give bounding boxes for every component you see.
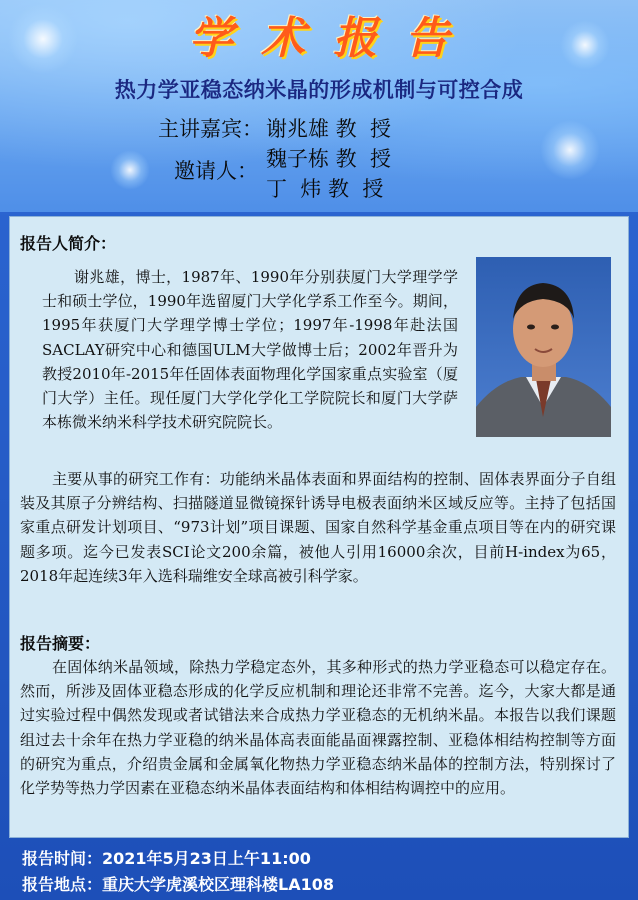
inviter-name-2: 丁 炜 教 授 xyxy=(266,177,384,201)
report-location: 报告地点：重庆大学虎溪校区理科楼LA108 xyxy=(22,875,334,894)
bio-paragraph-2: 主要从事的研究工作有：功能纳米晶体表面和界面结构的控制、固体表界面分子自组装及其原子分辨结构、扫描隧道显微镜探针诱导电极表面纳米区域反应等。主持了包括国家重点研发计划项目、“973计划”项目课题、国家自然科学基金重点项目等在内的研究课题多项。迄今已发表SCI论文200余篇，被他人引用16000余次，目前H-index为65，2018年起连续3年入选科瑞维安全球高被引科学家。 xyxy=(20,470,616,585)
inviter-label: 邀请人： xyxy=(174,159,258,183)
abstract-paragraph: 在固体纳米晶领域，除热力学稳定态外，其多种形式的热力学亚稳态可以稳定存在。然而，所涉及固体亚稳态形成的化学反应机制和理论还非常不完善。迄今，大家大都是通过实验过程中偶然发现或者试错法来合成热力学亚稳态的无机纳米晶。本报告以我们课题组过去十余年在热力学亚稳的纳米晶体高表面能晶面裸露控制、亚稳体相结构控制等方面的研究为重点，介绍贵金属和金属氧化物热力学亚稳态纳米晶体的控制方法，特别探讨了化学势等热力学因素在亚稳态纳米晶体表面结构和体相结构调控中的应用。 xyxy=(20,658,616,798)
sparkle-decoration xyxy=(540,120,600,180)
report-title: 热力学亚稳态纳米晶的形成机制与可控合成 xyxy=(114,78,524,102)
inviter-name-1: 魏子栋 教 授 xyxy=(266,147,392,171)
sparkle-decoration xyxy=(110,150,150,190)
report-time: 报告时间：2021年5月23日上午11:00 xyxy=(22,849,311,868)
speaker-photo xyxy=(476,257,611,437)
portrait-image xyxy=(476,257,611,437)
speaker-name: 谢兆雄 教 授 xyxy=(266,117,392,141)
content-card xyxy=(9,216,629,838)
bio-heading: 报告人简介： xyxy=(20,234,117,253)
speaker-label: 主讲嘉宾： xyxy=(158,117,263,141)
abstract-heading: 报告摘要： xyxy=(20,634,101,653)
page-title: 学术报告 xyxy=(189,13,477,64)
header-banner xyxy=(0,0,638,212)
bio-paragraph-1: 谢兆雄，博士，1987年、1990年分别获厦门大学理学学士和硕士学位，1990年选留厦门大学化学系工作至今。期间，1995年获厦门大学理学博士学位；1997年-1998年赴法国SACLAY研究中心和德国ULM大学做博士后；2002年晋升为教授2010年-2015年任固体表面物理化学国家重点实验室（厦门大学）主任。现任厦门大学化学化工学院院长和厦门大学萨本栋微米纳米科学技术研究院院长。 xyxy=(42,268,458,432)
